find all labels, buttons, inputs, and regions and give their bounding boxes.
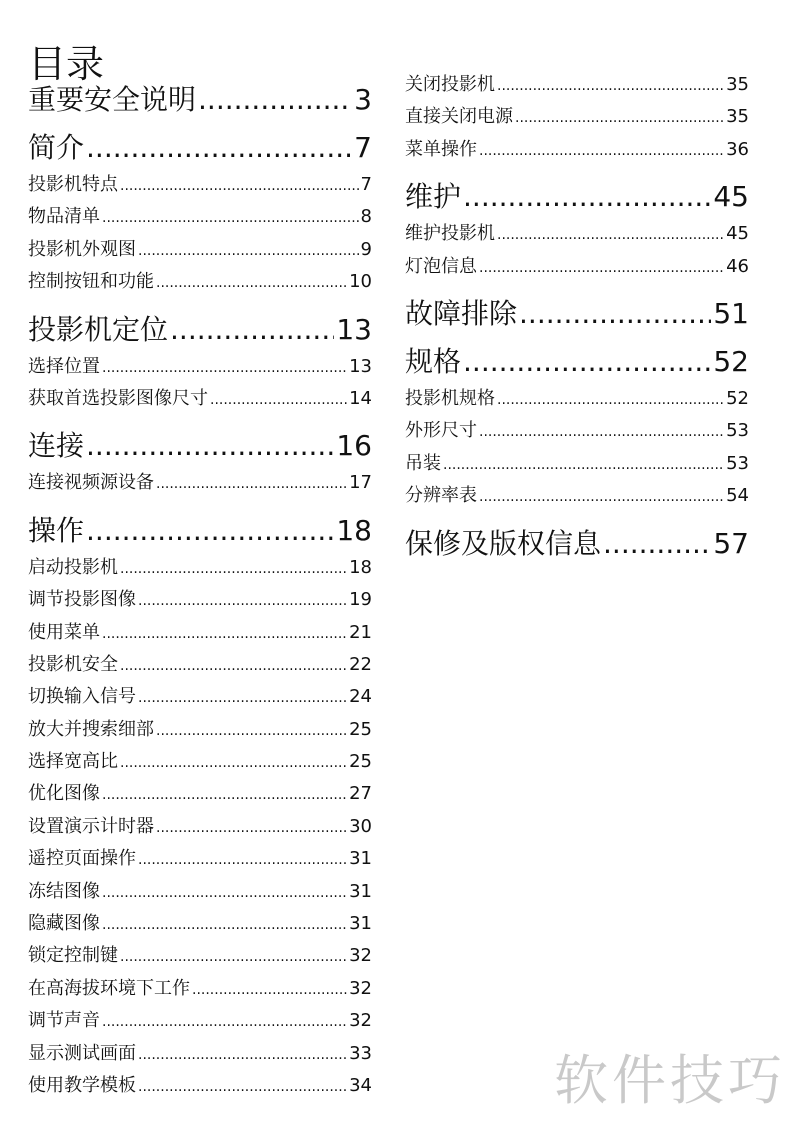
toc-item-entry[interactable]	[405, 418, 749, 450]
watermark-text: 软件技巧	[554, 1049, 786, 1112]
toc-entry-label: 投影机外观图	[28, 238, 136, 260]
toc-page-number: 7	[354, 131, 372, 164]
toc-page-number: 32	[349, 977, 372, 999]
toc-entry-label: 物品清单	[28, 206, 100, 228]
toc-dot-leader	[102, 621, 347, 647]
toc-entry-label: 灯泡信息	[405, 255, 477, 277]
toc-entry-label: 选择位置	[28, 355, 100, 377]
toc-item-entry[interactable]	[28, 204, 372, 236]
toc-entry-label: 投影机安全	[28, 653, 118, 675]
toc-entry-label: 连接	[28, 429, 85, 463]
toc-item-entry[interactable]	[28, 846, 372, 878]
toc-dot-leader	[515, 105, 724, 131]
toc-section-entry[interactable]	[28, 511, 372, 551]
toc-entry-label: 分辨率表	[405, 485, 477, 507]
toc-page-number: 30	[349, 815, 372, 837]
toc-dot-leader	[170, 310, 334, 350]
toc-right-column	[405, 72, 749, 568]
toc-page-number: 45	[726, 223, 749, 245]
toc-item-entry[interactable]	[405, 72, 749, 104]
toc-dot-leader	[156, 815, 347, 841]
toc-entry-label: 调节声音	[28, 1010, 100, 1032]
toc-dot-leader	[86, 511, 334, 551]
toc-dot-leader	[479, 484, 724, 510]
toc-page-number: 54	[726, 485, 749, 507]
toc-dot-leader	[138, 238, 359, 264]
toc-entry-label: 调节投影图像	[28, 589, 136, 611]
toc-page-number: 3	[354, 83, 372, 116]
toc-section-entry[interactable]	[28, 128, 372, 168]
toc-page-number: 32	[349, 1010, 372, 1032]
toc-entry-label: 选择宽高比	[28, 751, 118, 773]
toc-dot-leader	[102, 205, 359, 231]
toc-page-number: 31	[349, 848, 372, 870]
toc-page-number: 32	[349, 945, 372, 967]
toc-dot-leader	[86, 426, 334, 466]
toc-dot-leader	[497, 387, 724, 413]
toc-item-entry[interactable]	[28, 269, 372, 301]
toc-section-entry[interactable]	[28, 310, 372, 350]
toc-dot-leader	[102, 880, 347, 906]
toc-entry-label: 吊装	[405, 452, 441, 474]
toc-dot-leader	[102, 782, 347, 808]
toc-entry-label: 规格	[405, 344, 462, 378]
toc-page-number: 27	[349, 783, 372, 805]
toc-dot-leader	[86, 128, 352, 168]
toc-entry-label: 显示测试画面	[28, 1042, 136, 1064]
toc-page-number: 53	[726, 420, 749, 442]
toc-section-entry[interactable]	[405, 177, 749, 217]
toc-dot-leader	[102, 355, 347, 381]
toc-entry-label: 投影机规格	[405, 387, 495, 409]
toc-dot-leader	[156, 270, 347, 296]
toc-entry-label: 保修及版权信息	[405, 526, 602, 560]
toc-dot-leader	[519, 294, 711, 334]
toc-dot-leader	[463, 342, 711, 382]
toc-entry-label: 维护	[405, 180, 462, 214]
toc-section-entry[interactable]	[28, 80, 372, 120]
toc-page-number: 35	[726, 106, 749, 128]
toc-page-number: 24	[349, 686, 372, 708]
toc-page-number: 18	[336, 513, 372, 547]
toc-dot-leader	[120, 750, 347, 776]
toc-entry-label: 获取首选投影图像尺寸	[28, 387, 208, 409]
toc-page-number: 45	[713, 180, 749, 214]
toc-page-number: 14	[349, 387, 372, 409]
toc-page-number: 52	[726, 387, 749, 409]
toc-page-number: 9	[360, 238, 372, 260]
toc-entry-label: 投影机特点	[28, 174, 118, 195]
toc-entry-label: 冻结图像	[28, 880, 100, 902]
toc-item-entry[interactable]	[28, 172, 372, 204]
toc-item-entry[interactable]	[28, 911, 372, 943]
toc-dot-leader	[138, 1074, 347, 1100]
toc-entry-label: 连接视频源设备	[28, 472, 154, 494]
toc-page-number: 31	[349, 913, 372, 935]
toc-dot-leader	[210, 387, 347, 413]
toc-page-number: 52	[713, 344, 749, 378]
toc-item-entry[interactable]	[28, 1008, 372, 1040]
toc-dot-leader	[138, 1042, 347, 1068]
toc-entry-label: 锁定控制键	[28, 945, 118, 967]
toc-dot-leader	[120, 556, 347, 582]
toc-dot-leader	[497, 73, 724, 99]
toc-entry-label: 外形尺寸	[405, 420, 477, 442]
toc-section-entry[interactable]	[405, 524, 749, 564]
toc-page-number: 13	[349, 355, 372, 377]
toc-page-number: 57	[713, 526, 749, 560]
toc-page-number: 36	[726, 138, 749, 160]
toc-page-number: 7	[360, 174, 372, 195]
toc-dot-leader	[198, 80, 352, 120]
toc-page-number: 31	[349, 880, 372, 902]
toc-section-entry[interactable]	[28, 426, 372, 466]
toc-entry-label: 简介	[28, 131, 85, 164]
toc-dot-leader	[479, 419, 724, 445]
toc-entry-label: 重要安全说明	[28, 83, 197, 116]
toc-entry-label: 操作	[28, 513, 85, 547]
toc-page-number: 10	[349, 271, 372, 293]
toc-item-entry[interactable]	[28, 684, 372, 716]
toc-section-entry[interactable]	[405, 342, 749, 382]
toc-item-entry[interactable]	[28, 879, 372, 911]
toc-item-entry[interactable]	[28, 354, 372, 386]
toc-page-number: 21	[349, 621, 372, 643]
toc-entry-label: 切换输入信号	[28, 686, 136, 708]
toc-dot-leader	[138, 588, 347, 614]
toc-entry-label: 维护投影机	[405, 223, 495, 245]
toc-page-number: 46	[726, 255, 749, 277]
toc-page-number: 8	[360, 206, 372, 228]
toc-entry-label: 控制按钮和功能	[28, 271, 154, 293]
toc-page-number: 19	[349, 589, 372, 611]
toc-item-entry[interactable]	[28, 943, 372, 975]
toc-item-entry[interactable]	[28, 717, 372, 749]
toc-page-number: 13	[336, 312, 372, 346]
toc-page-number: 25	[349, 718, 372, 740]
toc-left-column	[28, 72, 372, 1105]
toc-page-number: 53	[726, 452, 749, 474]
toc-dot-leader	[156, 718, 347, 744]
toc-entry-label: 优化图像	[28, 783, 100, 805]
toc-page-number: 18	[349, 556, 372, 578]
toc-page-number: 34	[349, 1074, 372, 1096]
toc-page-number: 16	[336, 429, 372, 463]
toc-dot-leader	[479, 138, 724, 164]
toc-item-entry[interactable]	[28, 781, 372, 813]
toc-dot-leader	[120, 944, 347, 970]
toc-item-entry[interactable]	[405, 386, 749, 418]
toc-entry-label: 在高海拔环境下工作	[28, 977, 190, 999]
toc-page-number: 22	[349, 653, 372, 675]
toc-entry-label: 启动投影机	[28, 556, 118, 578]
toc-dot-leader	[120, 173, 359, 199]
toc-dot-leader	[138, 685, 347, 711]
toc-entry-label: 放大并搜索细部	[28, 718, 154, 740]
toc-section-entry[interactable]	[405, 294, 749, 334]
toc-dot-leader	[603, 524, 711, 564]
toc-item-entry[interactable]	[405, 137, 749, 169]
toc-entry-label: 遥控页面操作	[28, 848, 136, 870]
toc-item-entry[interactable]	[405, 104, 749, 136]
toc-page-number: 33	[349, 1042, 372, 1064]
toc-entry-label: 使用教学模板	[28, 1074, 136, 1096]
toc-item-entry[interactable]	[28, 814, 372, 846]
toc-item-entry[interactable]	[28, 587, 372, 619]
toc-dot-leader	[479, 255, 724, 281]
toc-entry-label: 关闭投影机	[405, 74, 495, 95]
toc-dot-leader	[463, 177, 711, 217]
toc-item-entry[interactable]	[28, 1073, 372, 1105]
toc-dot-leader	[156, 471, 347, 497]
toc-dot-leader	[497, 222, 724, 248]
toc-item-entry[interactable]	[405, 483, 749, 515]
toc-item-entry[interactable]	[405, 451, 749, 483]
toc-dot-leader	[138, 847, 347, 873]
toc-item-entry[interactable]	[28, 749, 372, 781]
toc-item-entry[interactable]	[28, 976, 372, 1008]
toc-item-entry[interactable]	[28, 470, 372, 502]
toc-item-entry[interactable]	[28, 555, 372, 587]
toc-dot-leader	[192, 977, 347, 1003]
toc-entry-label: 直接关闭电源	[405, 106, 513, 128]
toc-entry-label: 使用菜单	[28, 621, 100, 643]
toc-item-entry[interactable]	[405, 254, 749, 286]
toc-dot-leader	[102, 1009, 347, 1035]
toc-page-number: 25	[349, 751, 372, 773]
toc-item-entry[interactable]	[405, 221, 749, 253]
toc-entry-label: 故障排除	[405, 296, 518, 330]
toc-entry-label: 隐藏图像	[28, 913, 100, 935]
toc-item-entry[interactable]	[28, 1041, 372, 1073]
toc-page-number: 35	[726, 74, 749, 95]
toc-item-entry[interactable]	[28, 237, 372, 269]
toc-dot-leader	[443, 452, 724, 478]
toc-entry-label: 菜单操作	[405, 138, 477, 160]
toc-entry-label: 投影机定位	[28, 312, 169, 346]
page-title: 目录	[28, 42, 105, 87]
toc-page-number: 17	[349, 472, 372, 494]
toc-item-entry[interactable]	[28, 386, 372, 418]
toc-page-number: 51	[713, 296, 749, 330]
toc-dot-leader	[102, 912, 347, 938]
toc-entry-label: 设置演示计时器	[28, 815, 154, 837]
toc-item-entry[interactable]	[28, 652, 372, 684]
toc-dot-leader	[120, 653, 347, 679]
toc-item-entry[interactable]	[28, 620, 372, 652]
